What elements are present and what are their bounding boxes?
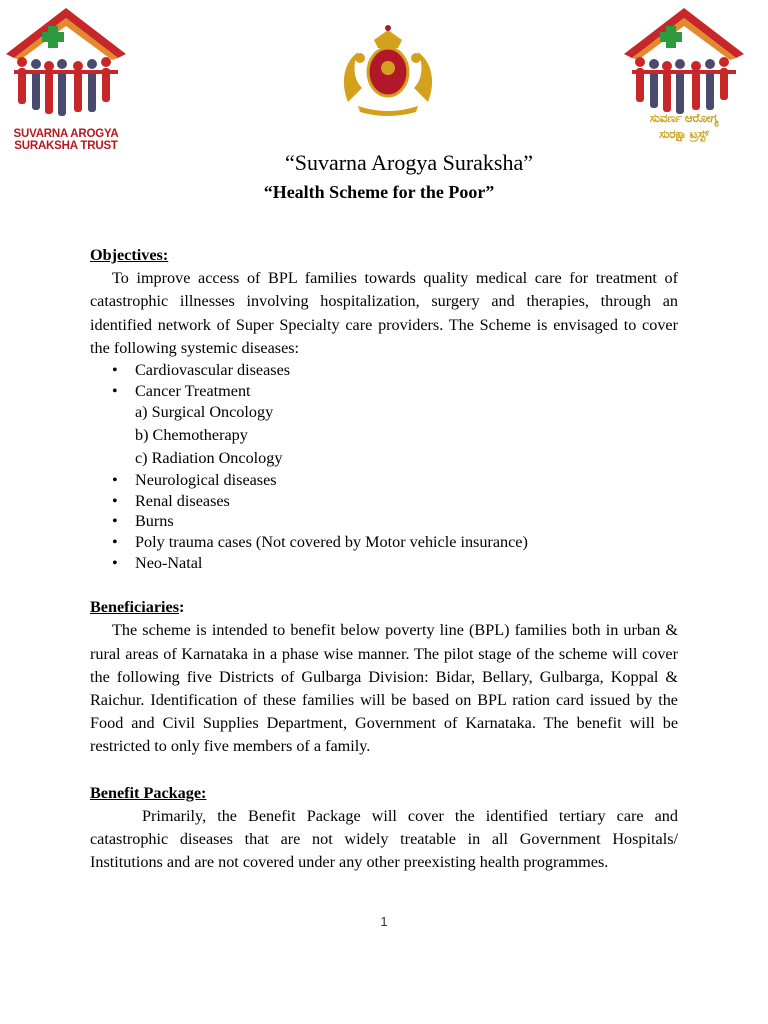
page-number: 1 bbox=[380, 914, 388, 929]
objectives-section bbox=[90, 244, 678, 267]
list-item: • Burns bbox=[90, 511, 678, 532]
document-title: “Suvarna Arogya Suraksha” bbox=[284, 150, 534, 175]
sub-list-item: b) Chemotherapy bbox=[135, 426, 248, 445]
sub-list-item: a) Surgical Oncology bbox=[135, 403, 274, 422]
list-item: • Cardiovascular diseases bbox=[90, 360, 678, 381]
list-item: • Poly trauma cases (Not covered by Motor vehicle insurance) bbox=[90, 532, 678, 553]
beneficiaries-heading-colon: : bbox=[179, 598, 185, 617]
state-emblem-icon bbox=[330, 22, 446, 118]
beneficiaries-paragraph: The scheme is intended to benefit below poverty line (BPL) families both in urban & rural areas of Karnataka in a phase wise manner. The pilot stage of the scheme will cover the following five Districts of Gulbarga Division: Bidar, Bellary, Gulbarga, Koppal & Raichur. Identification of these families will be based on BPL ration card issued by the Food and Civil Supplies Department, Government of Karnataka. The benefit will be restricted to only five members of a family. bbox=[90, 621, 678, 756]
list-item: • Renal diseases bbox=[90, 491, 678, 512]
benefit-package-paragraph: Primarily, the Benefit Package will cover the identified tertiary care and catastrophic diseases that are not widely treatable in all Government Hospitals/ Institutions and are not covered under any other preexisting health programmes. bbox=[90, 806, 678, 872]
trust-logo-right bbox=[618, 2, 750, 160]
trust-name-kannada bbox=[618, 110, 750, 142]
section-spacer bbox=[90, 573, 678, 596]
list-item: • Neo-Natal bbox=[90, 553, 678, 574]
trust-logo-left bbox=[0, 2, 132, 160]
beneficiaries-heading: Beneficiaries bbox=[90, 598, 179, 617]
beneficiaries-section bbox=[90, 596, 678, 619]
disease-list bbox=[90, 360, 678, 401]
document-body bbox=[90, 244, 678, 874]
objectives-heading: Objectives: bbox=[90, 246, 169, 264]
cancer-subtypes-list bbox=[90, 401, 678, 470]
trust-name-kannada-line-2: ಸುರಕ್ಷಾ ಟ್ರಸ್ಟ್ bbox=[659, 127, 709, 141]
house-people-icon bbox=[618, 2, 750, 124]
benefit-package-section bbox=[90, 782, 678, 805]
document-subtitle: “Health Scheme for the Poor” bbox=[263, 182, 495, 202]
list-item bbox=[90, 381, 678, 402]
trust-name-line-1: SUVARNA AROGYA bbox=[13, 128, 119, 140]
objectives-paragraph: To improve access of BPL families towards quality medical care for treatment of catastrophic illnesses involving hospitalization, surgery and therapies, through an identified network of Super Specialty care providers. The Scheme is envisaged to cover the following systemic diseases: bbox=[90, 269, 678, 357]
disease-list-continued bbox=[90, 470, 678, 573]
section-spacer bbox=[90, 759, 678, 782]
house-people-icon bbox=[0, 2, 132, 130]
trust-name-english bbox=[0, 128, 132, 152]
sub-list-item: c) Radiation Oncology bbox=[135, 449, 283, 468]
trust-name-kannada-line-1: ಸುವರ್ಣ ಆರೋಗ್ಯ bbox=[649, 111, 719, 125]
benefit-package-heading: Benefit Package: bbox=[90, 783, 207, 802]
karnataka-emblem bbox=[330, 22, 446, 118]
list-item-label: Cancer Treatment bbox=[135, 381, 251, 400]
list-item: • Neurological diseases bbox=[90, 470, 678, 491]
trust-name-line-2: SURAKSHA TRUST bbox=[14, 140, 118, 152]
